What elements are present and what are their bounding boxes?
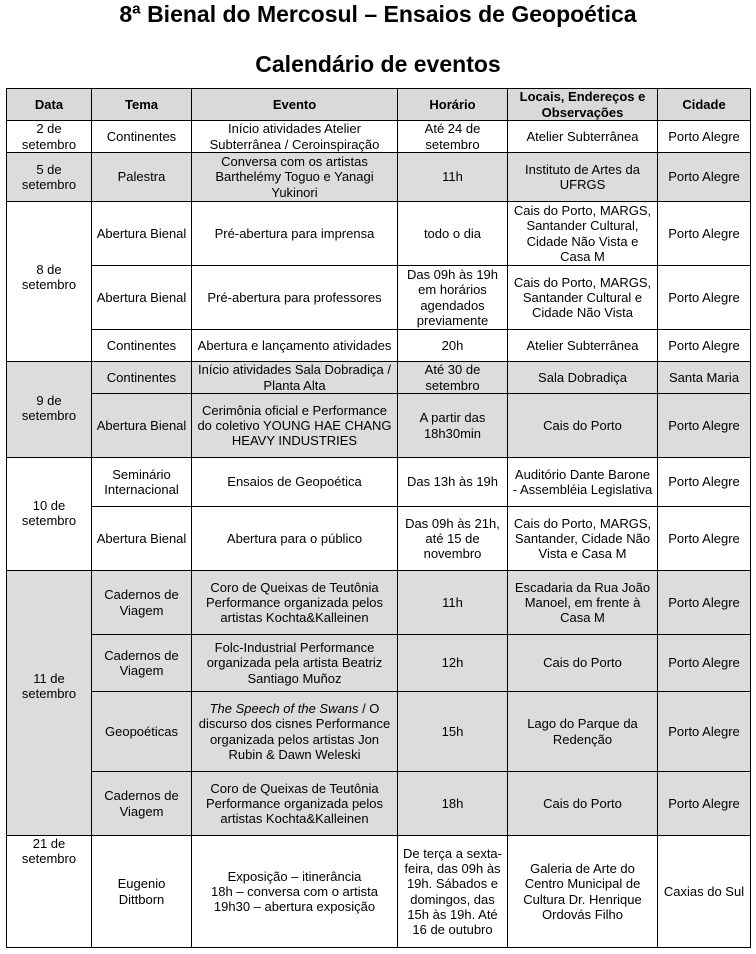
cidade-cell: Porto Alegre [658, 121, 751, 153]
horario-cell: 20h [398, 330, 508, 362]
table-row [7, 692, 751, 772]
horario-cell: 18h [398, 772, 508, 836]
cidade-cell: Porto Alegre [658, 692, 751, 772]
header-cidade: Cidade [658, 89, 751, 121]
table-row [7, 458, 751, 507]
cidade-cell: Porto Alegre [658, 153, 751, 202]
evento-cell: Início atividades Sala Dobradiça / Planta Alta [192, 362, 398, 394]
horario-cell: De terça a sexta-feira, das 09h às 19h. Sábados e domingos, das 15h às 19h. Até 16 de outubro [398, 836, 508, 948]
local-cell: Escadaria da Rua João Manoel, em frente à Casa M [508, 571, 658, 635]
local-cell: Instituto de Artes da UFRGS [508, 153, 658, 202]
horario-cell: todo o dia [398, 202, 508, 266]
local-cell: Cais do Porto, MARGS, Santander, Cidade Não Vista e Casa M [508, 507, 658, 571]
local-cell: Sala Dobradiça [508, 362, 658, 394]
date-cell: 2 de setembro [7, 121, 92, 153]
evento-description: / O discurso dos cisnes Performance organizada pelos artistas Jon Rubin & Dawn Weleski [198, 701, 391, 762]
evento-title-italic: The Speech of the Swans [209, 701, 359, 717]
calendar-heading: Calendário de eventos [255, 51, 501, 77]
table-row [7, 202, 751, 266]
local-cell: Atelier Subterrânea [508, 330, 658, 362]
tema-cell: Continentes [92, 362, 192, 394]
table-row [7, 772, 751, 836]
table-row [7, 121, 751, 153]
tema-cell: Abertura Bienal [92, 507, 192, 571]
table-row [7, 153, 751, 202]
horario-cell: Até 30 de setembro [398, 362, 508, 394]
horario-cell: Das 13h às 19h [398, 458, 508, 507]
evento-line: 18h – conversa com o artista [211, 883, 378, 899]
cidade-cell: Porto Alegre [658, 772, 751, 836]
header-horario: Horário [398, 89, 508, 121]
evento-cell: Cerimônia oficial e Performance do coletivo YOUNG HAE CHANG HEAVY INDUSTRIES [192, 394, 398, 458]
date-cell: 5 de setembro [7, 153, 92, 202]
evento-cell: Coro de Queixas de Teutônia Performance organizada pelos artistas Kochta&Kalleinen [192, 571, 398, 635]
evento-cell: Coro de Queixas de Teutônia Performance organizada pelos artistas Kochta&Kalleinen [192, 772, 398, 836]
cidade-cell: Caxias do Sul [658, 836, 751, 948]
header-evento: Evento [192, 89, 398, 121]
evento-cell: Abertura para o público [192, 507, 398, 571]
tema-cell: Seminário Internacional [92, 458, 192, 507]
header-locais: Locais, Endereços e Observações [508, 89, 658, 121]
tema-cell: Geopoéticas [92, 692, 192, 772]
table-row [7, 394, 751, 458]
header-tema: Tema [92, 89, 192, 121]
table-row [7, 362, 751, 394]
tema-cell: Abertura Bienal [92, 202, 192, 266]
cidade-cell: Porto Alegre [658, 330, 751, 362]
table-row [7, 836, 751, 948]
tema-cell: Abertura Bienal [92, 266, 192, 330]
cidade-cell: Porto Alegre [658, 635, 751, 692]
horario-cell: 15h [398, 692, 508, 772]
horario-cell: 11h [398, 153, 508, 202]
table-row [7, 571, 751, 635]
cidade-cell: Porto Alegre [658, 507, 751, 571]
horario-cell: Das 09h às 19h em horários agendados previamente [398, 266, 508, 330]
tema-cell: Cadernos de Viagem [92, 571, 192, 635]
tema-cell: Continentes [92, 121, 192, 153]
horario-cell: A partir das 18h30min [398, 394, 508, 458]
date-cell: 8 de setembro [7, 202, 92, 362]
tema-cell: Eugenio Dittborn [92, 836, 192, 948]
tema-cell: Cadernos de Viagem [92, 772, 192, 836]
cidade-cell: Porto Alegre [658, 571, 751, 635]
tema-cell: Cadernos de Viagem [92, 635, 192, 692]
evento-cell: Ensaios de Geopoética [192, 458, 398, 507]
cidade-cell: Porto Alegre [658, 458, 751, 507]
cidade-cell: Santa Maria [658, 362, 751, 394]
header-data: Data [7, 89, 92, 121]
local-cell: Auditório Dante Barone - Assembléia Legislativa [508, 458, 658, 507]
local-cell: Galeria de Arte do Centro Municipal de Cultura Dr. Henrique Ordovás Filho [508, 836, 658, 948]
cidade-cell: Porto Alegre [658, 202, 751, 266]
local-cell: Cais do Porto, MARGS, Santander Cultural e Cidade Não Vista [508, 266, 658, 330]
date-cell: 21 de setembro [7, 836, 92, 948]
horario-cell: 11h [398, 571, 508, 635]
evento-cell [192, 836, 398, 948]
local-cell: Cais do Porto [508, 394, 658, 458]
table-row [7, 507, 751, 571]
evento-cell: Abertura e lançamento atividades [192, 330, 398, 362]
evento-line: Exposição – itinerância [227, 868, 362, 884]
table-row [7, 635, 751, 692]
local-cell: Cais do Porto [508, 772, 658, 836]
evento-cell: Folc-Industrial Performance organizada pela artista Beatriz Santiago Muñoz [192, 635, 398, 692]
evento-cell: Pré-abertura para imprensa [192, 202, 398, 266]
events-table [6, 88, 751, 948]
date-cell: 11 de setembro [7, 571, 92, 836]
tema-cell: Continentes [92, 330, 192, 362]
cidade-cell: Porto Alegre [658, 266, 751, 330]
document-title: 8ª Bienal do Mercosul – Ensaios de Geopoética [119, 1, 637, 27]
local-cell: Atelier Subterrânea [508, 121, 658, 153]
local-cell: Cais do Porto [508, 635, 658, 692]
table-row [7, 330, 751, 362]
horario-cell: 12h [398, 635, 508, 692]
cidade-cell: Porto Alegre [658, 394, 751, 458]
evento-cell: Início atividades Atelier Subterrânea / Ceroinspiração [192, 121, 398, 153]
evento-cell [192, 692, 398, 772]
evento-cell: Conversa com os artistas Barthelémy Toguo e Yanagi Yukinori [192, 153, 398, 202]
local-cell: Cais do Porto, MARGS, Santander Cultural, Cidade Não Vista e Casa M [508, 202, 658, 266]
date-cell: 10 de setembro [7, 458, 92, 571]
evento-line: 19h30 – abertura exposição [213, 899, 376, 915]
evento-cell: Pré-abertura para professores [192, 266, 398, 330]
tema-cell: Palestra [92, 153, 192, 202]
local-cell: Lago do Parque da Redenção [508, 692, 658, 772]
horario-cell: Até 24 de setembro [398, 121, 508, 153]
table-row [7, 266, 751, 330]
date-cell: 9 de setembro [7, 362, 92, 458]
tema-cell: Abertura Bienal [92, 394, 192, 458]
horario-cell: Das 09h às 21h, até 15 de novembro [398, 507, 508, 571]
